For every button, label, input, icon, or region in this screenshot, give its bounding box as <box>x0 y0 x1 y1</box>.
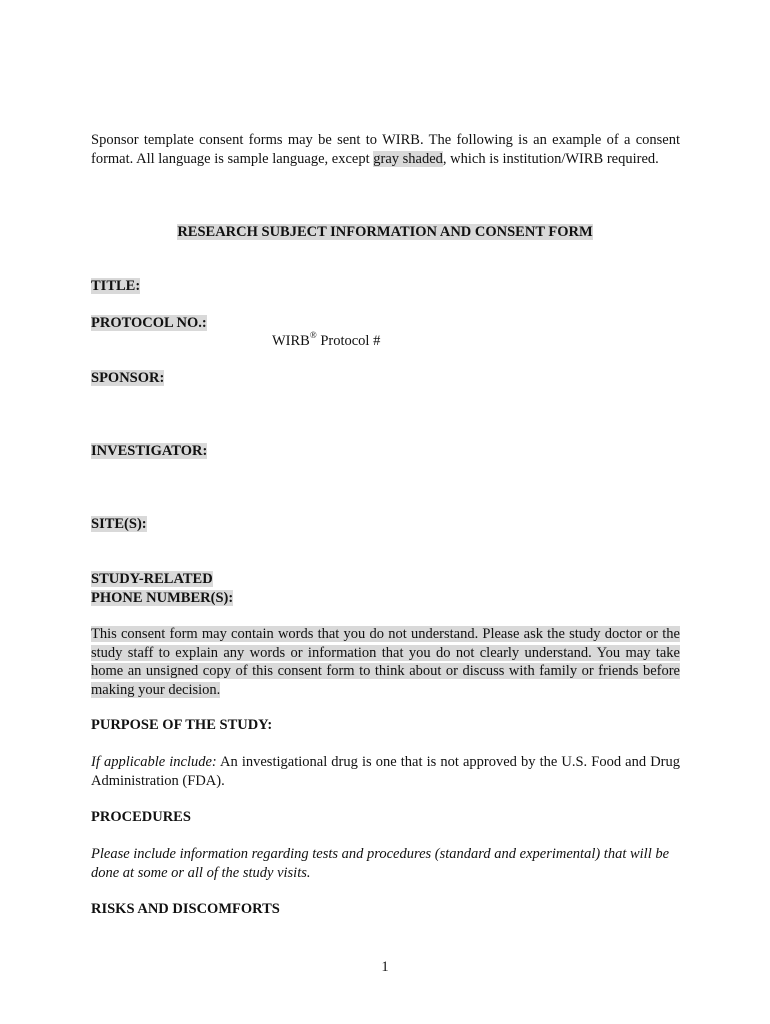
purpose-heading: PURPOSE OF THE STUDY: <box>91 717 273 733</box>
protocol-label-row <box>91 314 207 333</box>
purpose-text: An investigational drug is one that is not approved by the U.S. Food and Drug Administration (FDA). <box>91 754 680 789</box>
sponsor-label: SPONSOR: <box>91 370 165 386</box>
procedures-paragraph: Please include information regarding tests and procedures (standard and experimental) that will be done at some or all of the study visits. <box>91 846 670 881</box>
intro-paragraph <box>91 131 680 168</box>
form-title-row <box>0 223 770 242</box>
protocol-label: PROTOCOL NO.: <box>91 315 207 331</box>
sites-label: SITE(S): <box>91 516 147 532</box>
phone-label-line2: PHONE NUMBER(S): <box>91 590 234 606</box>
page-number: 1 <box>381 959 389 975</box>
phone-label-line1: STUDY-RELATED <box>91 571 213 587</box>
investigator-label-row <box>91 442 207 461</box>
intro-text-after: , which is institution/WIRB required. <box>442 150 659 167</box>
intro-shaded-text: gray shaded <box>373 150 443 167</box>
wirb-label: WIRB <box>272 333 310 349</box>
investigator-label: INVESTIGATOR: <box>91 443 208 459</box>
phone-label-row-1 <box>91 570 213 589</box>
sites-label-row <box>91 515 147 534</box>
title-label: TITLE: <box>91 278 141 294</box>
intro-text-before: Sponsor template consent forms may be sent to WIRB. The following is an example of a consent format. All language is sample language, except <box>91 132 680 167</box>
registered-mark: ® <box>309 330 317 341</box>
consent-notice-paragraph <box>91 625 680 699</box>
purpose-paragraph <box>91 753 680 790</box>
purpose-prefix: If applicable include: <box>91 754 217 770</box>
title-label-row <box>91 277 140 296</box>
wirb-protocol-line <box>272 332 380 351</box>
wirb-protocol-text: Protocol # <box>316 333 381 349</box>
risks-heading: RISKS AND DISCOMFORTS <box>91 901 280 917</box>
phone-label-row-2 <box>91 589 233 608</box>
consent-notice: This consent form may contain words that you do not understand. Please ask the study doctor or the study staff to explain any words or information that you do not clearly understand. You may take home an unsigned copy of this consent form to think about or discuss with family or friends before making your decision. <box>91 626 680 698</box>
procedures-heading: PROCEDURES <box>91 809 191 825</box>
form-title: RESEARCH SUBJECT INFORMATION AND CONSENT FORM <box>177 224 593 240</box>
sponsor-label-row <box>91 369 164 388</box>
